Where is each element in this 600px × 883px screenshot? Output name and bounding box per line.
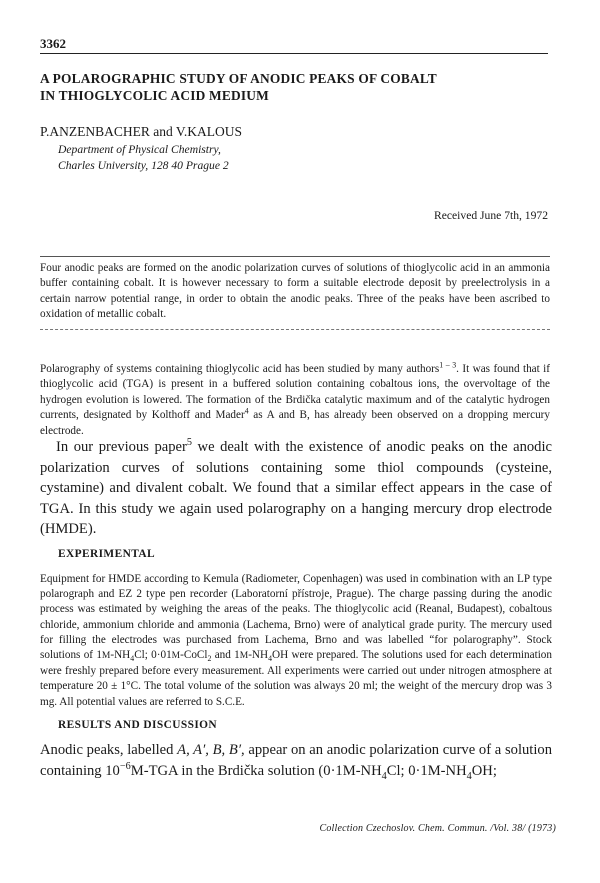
section-heading-results: RESULTS AND DISCUSSION: [58, 719, 218, 731]
header-rule: [40, 53, 548, 54]
section-heading-experimental: EXPERIMENTAL: [58, 548, 155, 560]
page-number: 3362: [40, 36, 66, 51]
title-line-2: IN THIOGLYCOLIC ACID MEDIUM: [40, 88, 269, 103]
received-date: Received June 7th, 1972: [434, 209, 548, 222]
authors: P.ANZENBACHER and V.KALOUS: [40, 124, 243, 139]
title-line-1: A POLAROGRAPHIC STUDY OF ANODIC PEAKS OF COBALT: [40, 71, 437, 86]
affiliation: [58, 142, 229, 174]
abstract-bottom-rule: [40, 329, 550, 330]
citation: 1 – 3: [439, 360, 457, 370]
abstract-top-rule: [40, 256, 550, 257]
affiliation-line-1: Department of Physical Chemistry,: [58, 143, 221, 156]
results-paragraph: Anodic peaks, labelled A, A′, B, B′, appear on an anodic polarization curve of a solution containing $10^{-6}M$-TGA in the Brdička solution ($0\cdot 1M-NH_4Cl$; $0\cdot 1M-NH_4OH$;: [40, 742, 552, 782]
experimental-paragraph: Equipment for HMDE according to Kemula (Radiometer, Copenhagen) was used in combination with an LP type polarograph and EZ 2 type pen recorder (Laboratorní přístroje, Prague). The charge passing during the anodic process was estimated by weighing the areas of the peaks. The thioglycolic acid (Reanal, Budapest), cobaltous chloride, ammonium chloride and ammonia (Lachema, Brno) were of analytical grade purity. The mercury used for filling the electrodes was purchased from Lachema, Brno and was labelled “for polarography”. Stock solutions of $1M-NH_4Cl$; 0·01M-CoCl$_2$ and $1M-NH_4OH$ were prepared. The solutions used for each determination were freshly prepared before every measurement. All experiments were carried out under nitrogen atmosphere at temperature 20 ± 1°C. The total volume of the solution was always 20 ml; the weight of the mercury drop was 3 mg. All potential values are referred to S.C.E.: [40, 573, 552, 708]
intro-paragraph-1: Polarography of systems containing thioglycolic acid has been studied by many authors$^{1 - 3}$. It was found that if thioglycolic acid (TGA) is present in a buffered solution containing cobaltous ions, the overvoltage of the hydrogen evolution is lowered. The formation of the Brdička catalytic maximum and of the catalytic hydrogen currents, designated by Kolthoff and Mader$^4$ as A and B, has already been observed on a dropping mercury electrode.: [40, 360, 551, 437]
intro-paragraph-2: In our previous paper$^5$ we dealt with the existence of anodic peaks on the anodic polarization curves of solutions containing some thiol compounds (cysteine, cystamine) and divalent cobalt. We found that a similar effect appears in the case of TGA. In this study we again used polarography on a hanging mercury drop electrode (HMDE).: [40, 437, 552, 537]
journal-footer: Collection Czechoslov. Chem. Commun. /Vol. 38/ (1973): [319, 823, 556, 834]
article-title: [40, 70, 550, 104]
affiliation-line-2: Charles University, 128 40 Prague 2: [58, 159, 229, 172]
citation: 5: [186, 437, 193, 449]
citation: 4: [244, 406, 249, 416]
abstract: Four anodic peaks are formed on the anodic polarization curves of solutions of thioglycolic acid in an ammonia buffer containing cobalt. It is however necessary to form a suitable electrode deposit by preelectrolysis in a certain narrow potential range, in order to obtain the anodic peaks. Three of the peaks have been ascribed to oxidation of metallic cobalt.: [40, 262, 550, 321]
